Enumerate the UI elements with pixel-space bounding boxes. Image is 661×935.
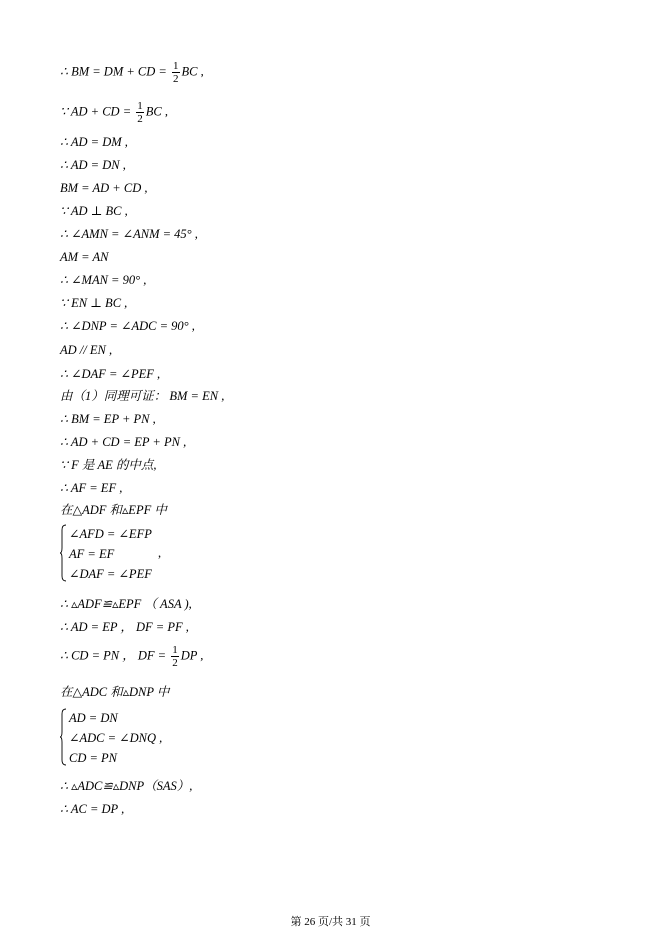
proof-line-4: ∴ AD = DN , (60, 158, 126, 172)
line-text: ∴ CD = PN ， DF = (60, 648, 170, 663)
proof-line-24: ∴ ▵ADC≌▵DNP（SAS）, (60, 779, 193, 793)
proof-line-9: ∴ ∠MAN = 90° , (60, 273, 147, 287)
equation-system-2 (60, 708, 220, 768)
fraction-denominator: 2 (137, 113, 143, 125)
page-footer: 第 26 页/共 31 页 (290, 916, 371, 928)
system-row: AD = DN (69, 711, 118, 725)
proof-line-19: 在△ADF 和▵EPF 中 (60, 503, 167, 517)
fraction (136, 100, 144, 125)
fraction-numerator: 1 (137, 100, 143, 112)
proof-line-10: ∵ EN ⊥ BC , (60, 296, 128, 310)
proof-line-8: AM = AN (60, 250, 109, 264)
proof-line-23: 在△ADC 和▵DNP 中 (60, 685, 170, 699)
system-row: ∠AFD = ∠EFP (69, 527, 152, 541)
proof-line-20: ∴ ▵ADF≌▵EPF （ ASA ), (60, 597, 192, 611)
fraction (172, 60, 180, 85)
proof-line-11: ∴ ∠DNP = ∠ADC = 90° , (60, 319, 195, 333)
proof-line-18: ∴ AF = EF , (60, 481, 123, 495)
proof-line-13: ∴ ∠DAF = ∠PEF , (60, 367, 161, 381)
fraction-denominator: 2 (173, 73, 179, 85)
proof-line-22 (60, 644, 203, 669)
line-text-tail: DP , (180, 648, 204, 663)
line-text: ∵ AD + CD = (60, 104, 135, 119)
line-text: ∴ BM = DM + CD = (60, 64, 170, 79)
system-tail: , (158, 546, 162, 560)
equation-system-1 (60, 524, 220, 584)
left-brace-icon (60, 524, 67, 582)
proof-line-3: ∴ AD = DM , (60, 135, 128, 149)
proof-line-16: ∴ AD + CD = EP + PN , (60, 435, 187, 449)
system-row: CD = PN (69, 751, 118, 765)
fraction-numerator: 1 (172, 644, 178, 656)
proof-line-6: ∵ AD ⊥ BC , (60, 204, 128, 218)
line-text-tail: BC , (145, 104, 168, 119)
proof-line-14: 由（1）同理可证： BM = EN , (60, 389, 225, 403)
proof-line-1 (60, 60, 204, 85)
system-row: ∠DAF = ∠PEF (69, 567, 152, 581)
system-row: AF = EF (69, 547, 115, 561)
line-text-tail: BC , (181, 64, 204, 79)
system-row: ∠ADC = ∠DNQ , (69, 731, 163, 745)
proof-line-5: BM = AD + CD , (60, 181, 148, 195)
proof-line-17: ∵ F 是 AE 的中点, (60, 458, 157, 472)
left-brace-icon (60, 708, 67, 766)
proof-line-2 (60, 100, 168, 125)
proof-line-25: ∴ AC = DP , (60, 802, 125, 816)
proof-line-21: ∴ AD = EP ， DF = PF , (60, 620, 189, 634)
fraction-denominator: 2 (172, 657, 178, 669)
proof-line-7: ∴ ∠AMN = ∠ANM = 45° , (60, 227, 198, 241)
proof-line-12: AD // EN , (60, 343, 113, 357)
fraction (171, 644, 179, 669)
fraction-numerator: 1 (173, 60, 179, 72)
proof-line-15: ∴ BM = EP + PN , (60, 412, 156, 426)
